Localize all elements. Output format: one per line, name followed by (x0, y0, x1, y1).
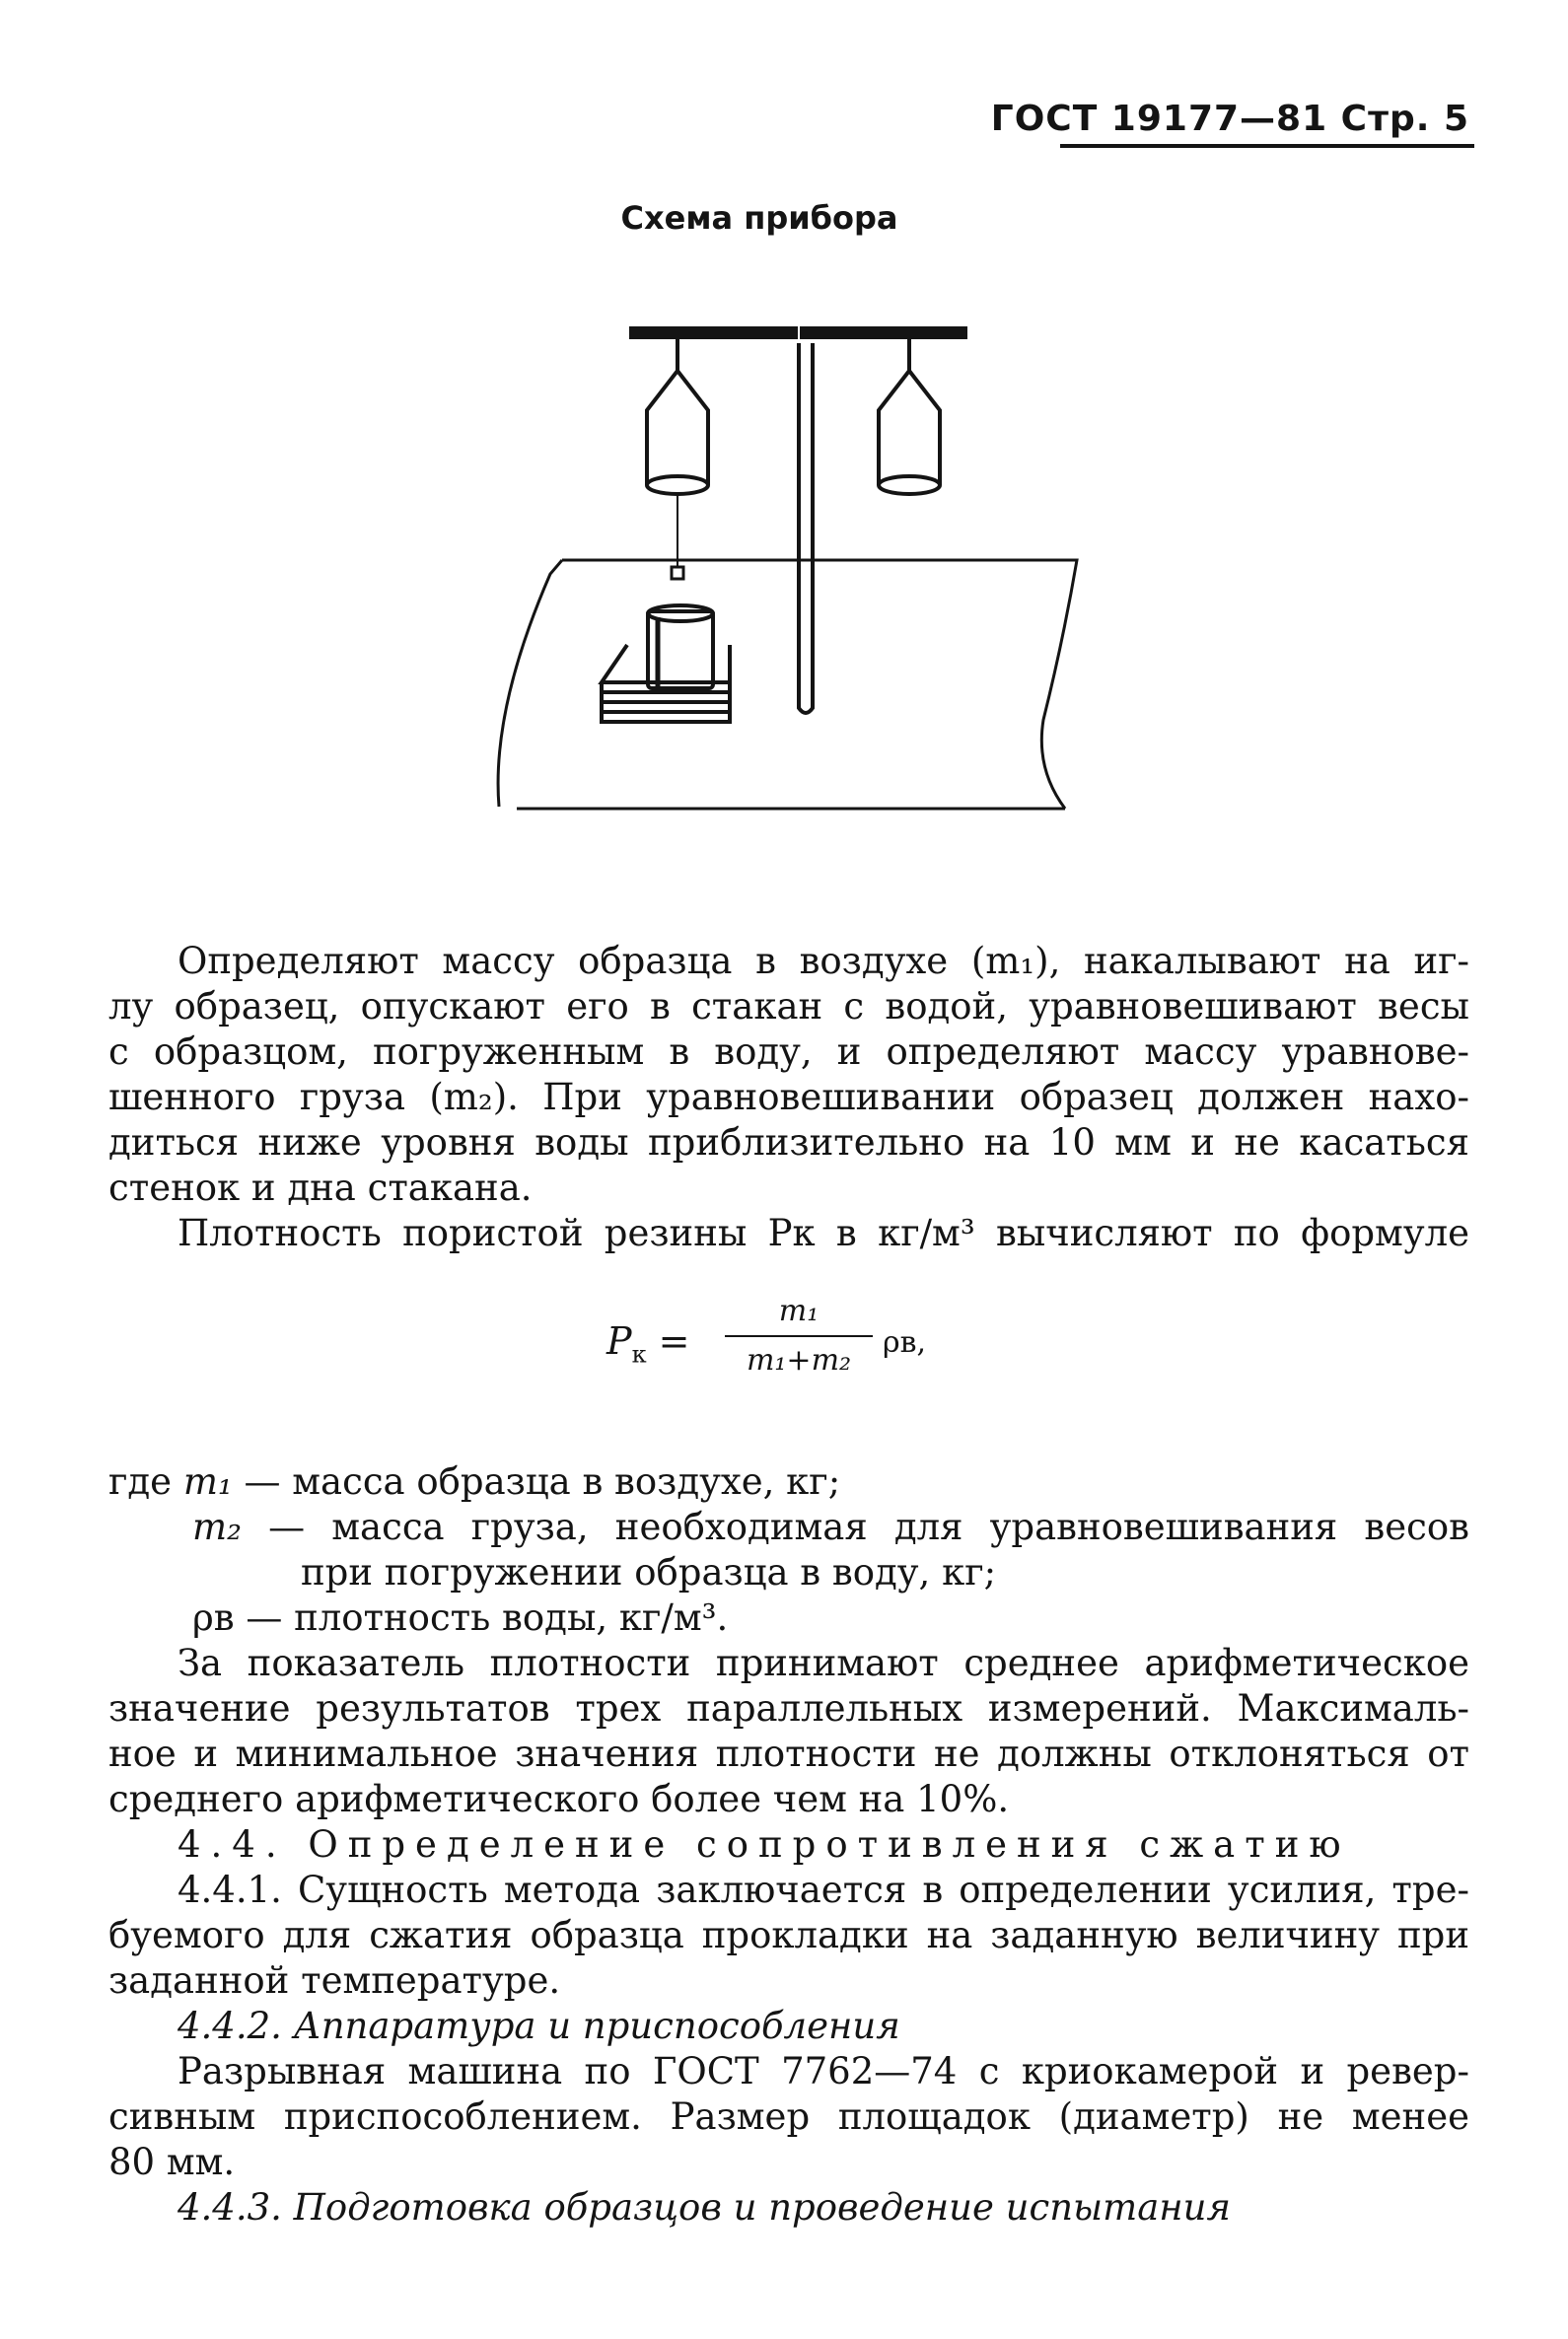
density-formula (606, 1292, 1021, 1400)
apparatus-svg (463, 296, 1114, 848)
table-outline (498, 560, 1077, 809)
formula-denominator: m₁+m₂ (746, 1343, 852, 1378)
para1-line: с образцом, погруженным в воду, и определяют массу уравнове- (108, 1030, 1469, 1073)
section-4-4-heading: 4.4. Определение сопротивления сжатию (178, 1823, 1351, 1866)
definition-m2: m₂ — масса груза, необходимая для уравновешивания весов (192, 1506, 1469, 1548)
para3-line: За показатель плотности принимают среднее арифметическое (178, 1642, 1469, 1684)
left-pan (647, 371, 708, 485)
sample (672, 567, 683, 579)
section-4-4-1-line: заданной температуре. (108, 1959, 561, 2002)
para1-line: Определяют массу образца в воздухе (m₁), накалывают на иг- (178, 940, 1469, 982)
beam-right (802, 328, 965, 337)
formula-fraction (725, 1292, 873, 1381)
definition-m2-cont: при погружении образца в воду, кг; (301, 1551, 997, 1594)
para3-line: значение результатов трех параллельных измерений. Максималь- (108, 1687, 1469, 1730)
page-header: ГОСТ 19177—81 Стр. 5 (990, 99, 1469, 139)
figure-title: Схема прибора (620, 199, 898, 237)
para2-line: Плотность пористой резины Pк в кг/м³ вычисляют по формуле (178, 1212, 1469, 1254)
beam-left (631, 328, 796, 337)
para3-line: ное и минимальное значения плотности не должны отклоняться от (108, 1733, 1469, 1775)
definition-rho: ρв — плотность воды, кг/м³. (192, 1596, 729, 1639)
fraction-bar (725, 1335, 873, 1337)
right-pan (879, 371, 940, 485)
section-4-4-3-heading: 4.4.3. Подготовка образцов и проведение испытания (178, 2186, 1231, 2229)
formula-rho: ρв, (883, 1325, 927, 1360)
section-4-4-2-heading: 4.4.2. Аппаратура и приспособления (178, 2005, 900, 2047)
formula-numerator: m₁ (778, 1294, 820, 1328)
formula-lhs: $P_к$ = (606, 1319, 690, 1369)
header-rule (1060, 144, 1474, 148)
stand-rod (799, 343, 813, 713)
para1-line: лу образец, опускают его в стакан с водой, уравновешивают весы (108, 985, 1469, 1028)
para3-line: среднего арифметического более чем на 10%. (108, 1778, 1010, 1820)
para4-line: 80 мм. (108, 2141, 236, 2183)
definition-m1: где m₁ — масса образца в воздухе, кг; (108, 1460, 841, 1503)
apparatus-diagram (463, 296, 1114, 848)
para4-line: сивным приспособлением. Размер площадок (диаметр) не менее (108, 2095, 1469, 2138)
para4-line: Разрывная машина по ГОСТ 7762—74 с криокамерой и ревер- (178, 2050, 1469, 2092)
para1-line: стенок и дна стакана. (108, 1167, 533, 1209)
para1-line: диться ниже уровня воды приблизительно на 10 мм и не касаться (108, 1121, 1469, 1164)
para1-line: шенного груза (m₂). При уравновешивании образец должен нахо- (108, 1076, 1469, 1118)
section-4-4-1-line: 4.4.1. Сущность метода заключается в определении усилия, тре- (178, 1869, 1469, 1911)
section-4-4-1-line: буемого для сжатия образца прокладки на заданную величину при (108, 1914, 1469, 1956)
